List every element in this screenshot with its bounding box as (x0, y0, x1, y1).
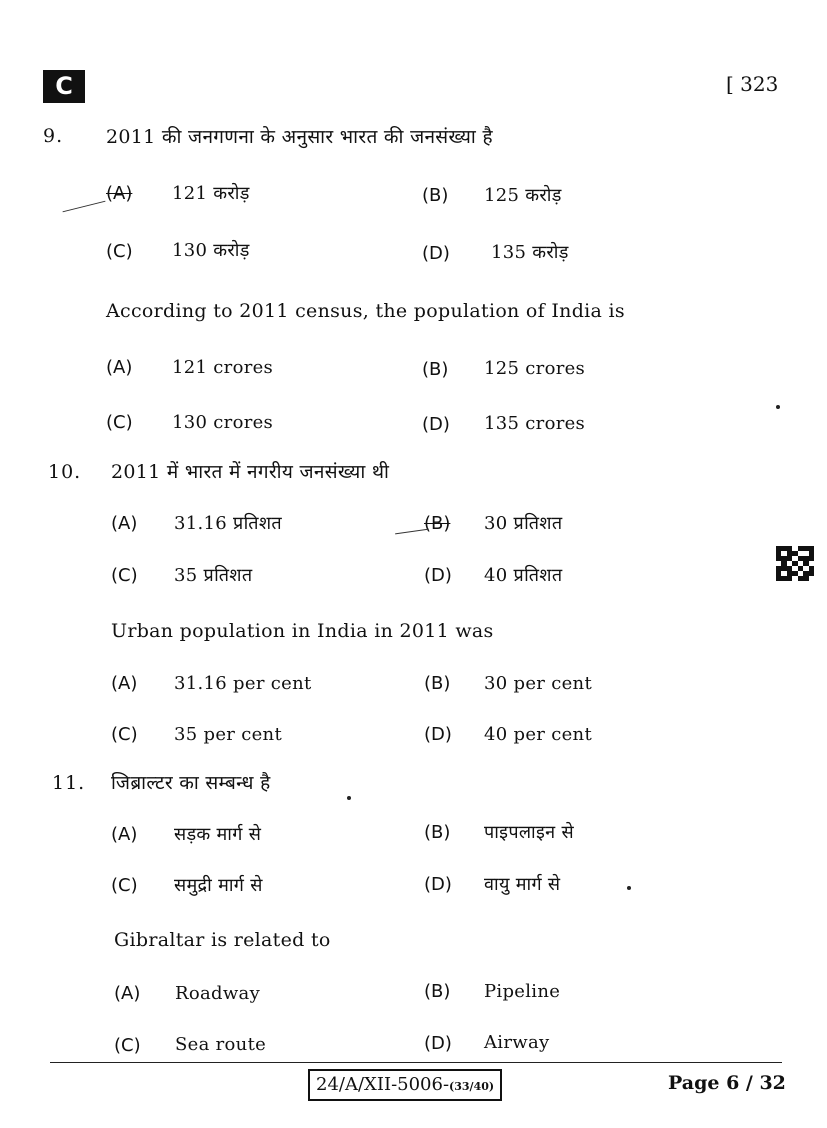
question-code: [ 323 (726, 72, 779, 96)
option-label: (C) (114, 1035, 141, 1056)
option-text: 35 per cent (174, 724, 282, 745)
option-label: (C) (111, 565, 138, 586)
option-text: 35 प्रतिशत (174, 565, 253, 586)
option-label: (C) (106, 241, 133, 262)
option-label: (A) (114, 983, 141, 1004)
option-text: 40 per cent (484, 724, 592, 745)
option-label: (C) (111, 875, 138, 896)
option-label: (B) (424, 981, 451, 1002)
set-badge: C (43, 70, 85, 103)
option-label: (C) (106, 412, 133, 433)
option-text: Airway (484, 1032, 550, 1053)
option-label: (D) (424, 565, 452, 586)
paper-code-text: 24/A/XII-5006- (316, 1074, 450, 1095)
pen-mark (63, 201, 106, 213)
option-text: 125 crores (484, 358, 586, 379)
question-text-english: According to 2011 census, the population of India is (106, 300, 625, 322)
speck (627, 886, 631, 890)
option-text: Pipeline (484, 981, 561, 1002)
question-text-hindi: 2011 में भारत में नगरीय जनसंख्या थी (111, 461, 390, 483)
question-number: 9. (43, 125, 64, 147)
option-label: (A) (111, 513, 138, 534)
question-text-hindi: 2011 की जनगणना के अनुसार भारत की जनसंख्या है (106, 126, 493, 148)
option-text: 135 करोड़ (491, 242, 569, 263)
option-label: (B) (424, 822, 451, 843)
question-number: 11. (52, 772, 86, 794)
question-number: 10. (48, 461, 82, 483)
option-text: 31.16 per cent (174, 673, 312, 694)
option-text: पाइपलाइन से (484, 822, 574, 843)
option-text: सड़क मार्ग से (174, 824, 262, 845)
speck (347, 796, 351, 800)
option-label: (B) (422, 359, 449, 380)
option-text: 135 crores (484, 413, 586, 434)
option-label: (A) (111, 673, 138, 694)
paper-code (308, 1069, 502, 1101)
option-text: 31.16 प्रतिशत (174, 513, 282, 534)
option-text: 121 करोड़ (172, 183, 250, 204)
option-text: 130 crores (172, 412, 274, 433)
option-text: 125 करोड़ (484, 185, 562, 206)
option-label: (B) (424, 513, 451, 534)
option-label: (A) (106, 183, 133, 204)
question-text-english: Urban population in India in 2011 was (111, 620, 494, 642)
option-text: 40 प्रतिशत (484, 565, 563, 586)
option-label: (C) (111, 724, 138, 745)
option-text: समुद्री मार्ग से (174, 875, 263, 896)
page-number: Page 6 / 32 (668, 1072, 786, 1094)
option-label: (D) (424, 1033, 452, 1054)
option-text: Roadway (175, 983, 261, 1004)
option-text: 130 करोड़ (172, 240, 250, 261)
question-text-english: Gibraltar is related to (114, 929, 331, 951)
footer-rule (50, 1062, 782, 1063)
option-text: 30 प्रतिशत (484, 513, 563, 534)
question-text-hindi: जिब्राल्टर का सम्बन्ध है (111, 772, 271, 794)
option-text: 30 per cent (484, 673, 592, 694)
option-label: (B) (424, 673, 451, 694)
qr-code (776, 546, 814, 581)
paper-code-suffix: (33/40) (449, 1080, 495, 1093)
option-text: 121 crores (172, 357, 274, 378)
option-label: (B) (422, 185, 449, 206)
option-label: (D) (422, 414, 450, 435)
option-label: (A) (111, 824, 138, 845)
option-label: (D) (422, 243, 450, 264)
option-label: (D) (424, 874, 452, 895)
option-text: Sea route (175, 1034, 267, 1055)
option-label: (A) (106, 357, 133, 378)
speck (776, 405, 780, 409)
option-label: (D) (424, 724, 452, 745)
option-text: वायु मार्ग से (484, 874, 561, 895)
